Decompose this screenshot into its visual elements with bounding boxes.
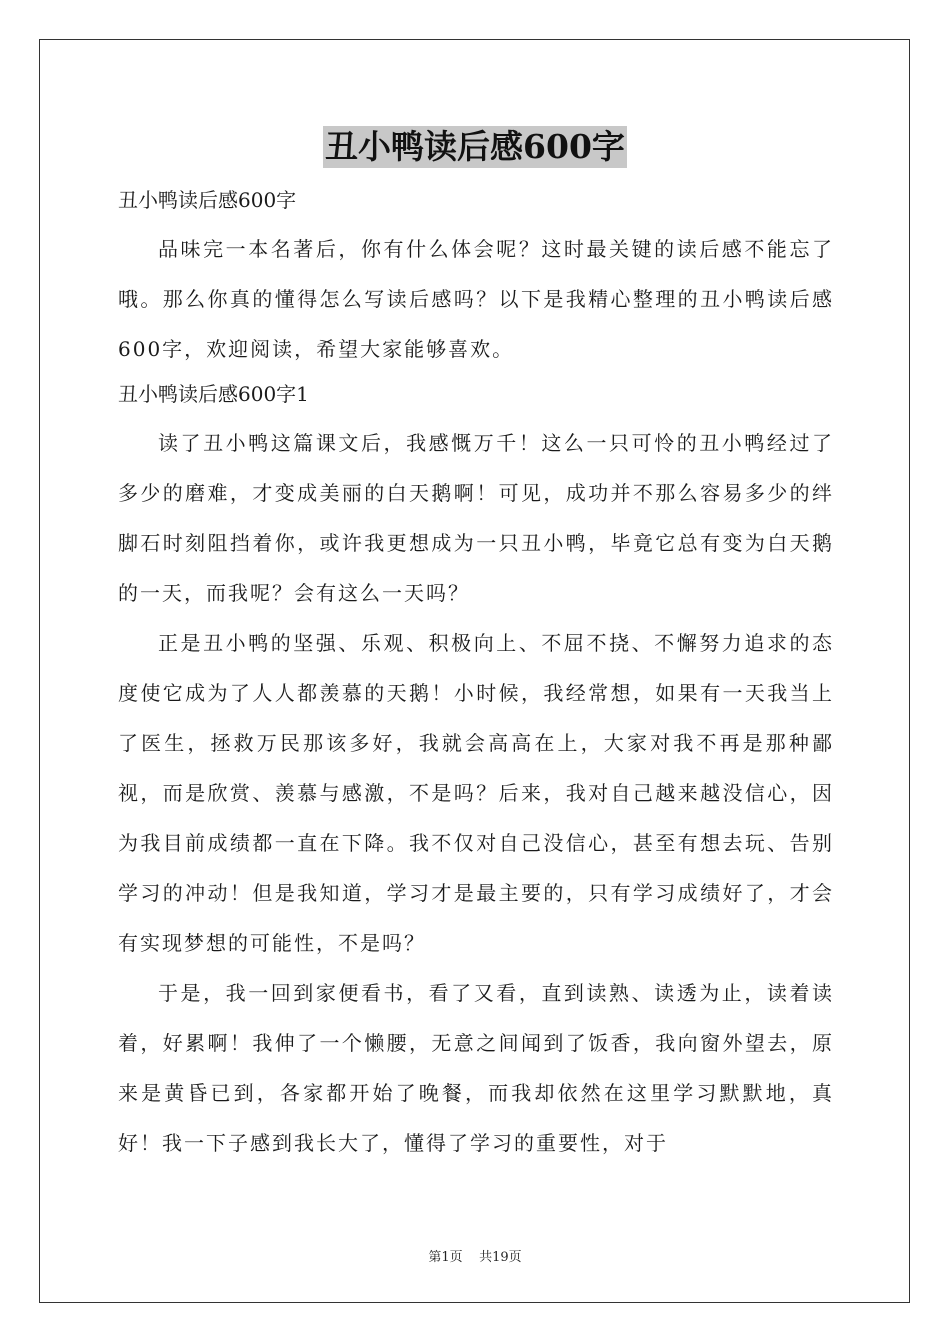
title-container <box>0 126 950 168</box>
section-heading: 丑小鸭读后感600字1 <box>118 382 309 406</box>
document-body <box>118 180 834 1168</box>
body-paragraph-2: 正是丑小鸭的坚强、乐观、积极向上、不屈不挠、不懈努力追求的态度使它成为了人人都羡慕的天鹅！小时候，我经常想，如果有一天我当上了医生，拯救万民那该多好，我就会高高在上，大家对我不再是那种鄙视，而是欣赏、羡慕与感激，不是吗？后来，我对自己越来越没信心，因为我目前成绩都一直在下降。我不仅对自己没信心，甚至有想去玩、告别学习的冲动！但是我知道，学习才是最主要的，只有学习成绩好了，才会有实现梦想的可能性，不是吗？ <box>118 631 834 955</box>
intro-paragraph: 品味完一本名著后，你有什么体会呢？这时最关键的读后感不能忘了哦。那么你真的懂得怎么写读后感吗？以下是我精心整理的丑小鸭读后感600字，欢迎阅读，希望大家能够喜欢。 <box>118 237 834 361</box>
body-paragraph-1: 读了丑小鸭这篇课文后，我感慨万千！这么一只可怜的丑小鸭经过了多少的磨难，才变成美丽的白天鹅啊！可见，成功并不那么容易多少的绊脚石时刻阻挡着你，或许我更想成为一只丑小鸭，毕竟它总有变为白天鹅的一天，而我呢？会有这么一天吗？ <box>118 431 834 605</box>
page-footer: 第1页 共19页 <box>428 1250 522 1265</box>
document-subtitle: 丑小鸭读后感600字 <box>118 188 297 212</box>
document-title: 丑小鸭读后感600字 <box>325 127 625 166</box>
body-paragraph-3: 于是，我一回到家便看书，看了又看，直到读熟、读透为止，读着读着，好累啊！我伸了一个懒腰，无意之间闻到了饭香，我向窗外望去，原来是黄昏已到，各家都开始了晚餐，而我却依然在这里学习默默地，真好！我一下子感到我长大了，懂得了学习的重要性，对于 <box>118 981 834 1155</box>
